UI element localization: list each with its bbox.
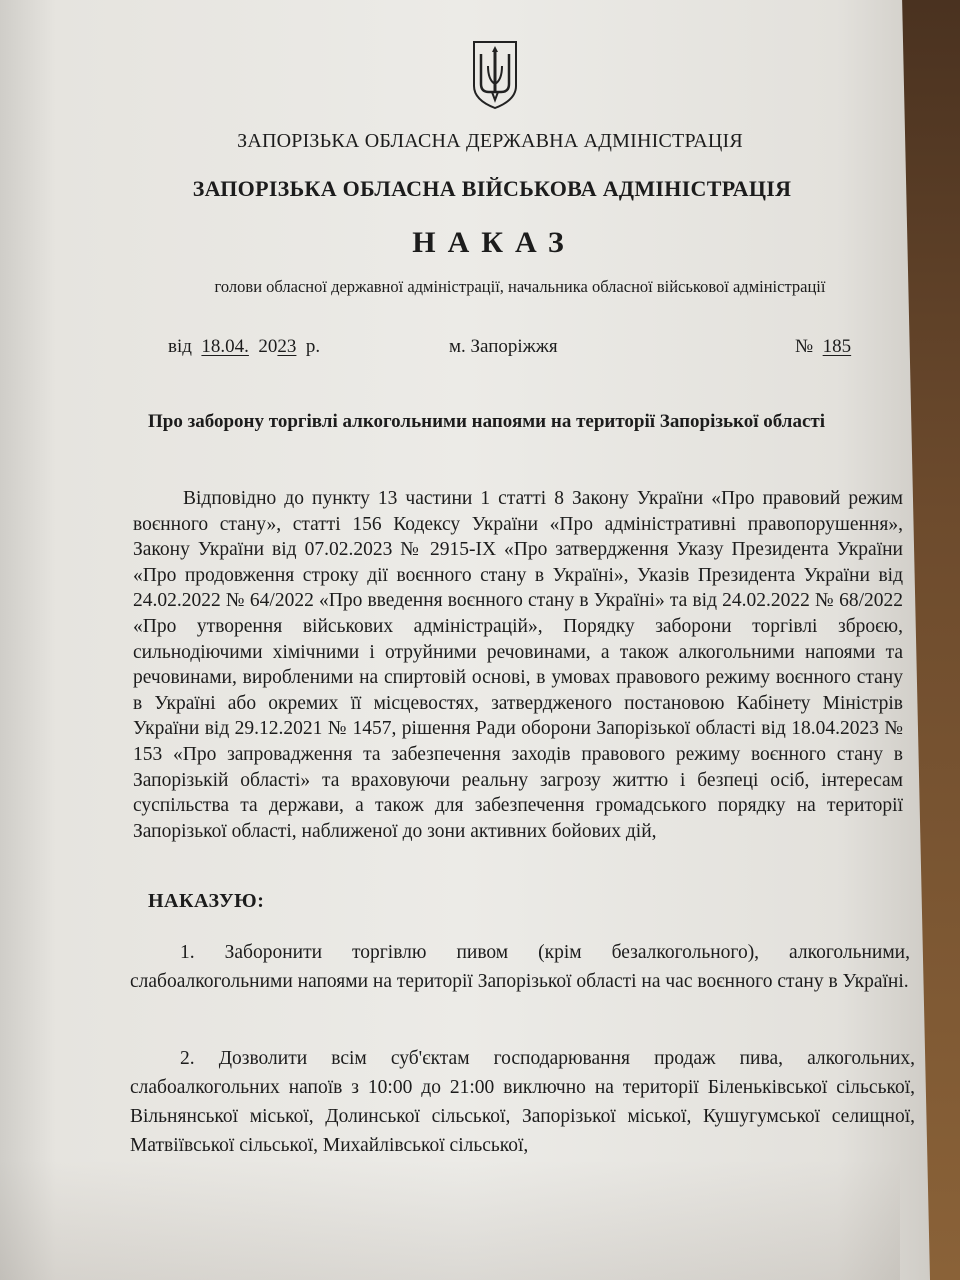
date-century: 20	[258, 336, 278, 357]
org-military-heading: ЗАПОРІЗЬКА ОБЛАСНА ВІЙСЬКОВА АДМІНІСТРАЦІЯ	[192, 176, 792, 201]
date-year: 23	[277, 336, 297, 357]
org-state-heading: ЗАПОРІЗЬКА ОБЛАСНА ДЕРЖАВНА АДМІНІСТРАЦІЯ	[237, 130, 743, 152]
number-value: 185	[822, 336, 852, 357]
order-item-2: 2. Дозволити всім суб'єктам господарювання продаж пива, алкогольних, слабоалкогольних напоїв з 10:00 до 21:00 виключно на території Біленьківської сільської, Вільнянської міської, Долинської сільської, Запорізької міської, Кушугумської селищної, Матвіївської сільської, Михайлівської сільської,	[130, 1048, 915, 1156]
order-item-1: 1. Заборонити торгівлю пивом (крім безалкогольного), алкогольними, слабоалкогольними напоями на території Запорізької області на час воєнного стану в Україні.	[130, 942, 910, 992]
issuer-line: голови обласної державної адміністрації, начальника обласної військової адміністрації	[214, 277, 826, 296]
date-prefix: від	[168, 336, 192, 357]
number-prefix: №	[795, 336, 814, 357]
order-number	[795, 336, 861, 358]
document-type-title: НАКАЗ	[412, 226, 576, 259]
order-word: НАКАЗУЮ:	[148, 890, 265, 912]
date-day-month: 18.04.	[201, 336, 249, 357]
preamble-paragraph: Відповідно до пункту 13 частини 1 статті 8 Закону України «Про правовий режим воєнного стану», статті 156 Кодексу України «Про адміністративні правопорушення», Закону України від 07.02.2023 № 2915-IX «Про затвердження Указу Президента України «Про продовження строку дії воєнного стану в Україні», Указів Президента України від 24.02.2022 № 64/2022 «Про введення воєнного стану в Україні» та від 24.02.2022 № 68/2022 «Про утворення військових адміністрацій», Порядку заборони торгівлі зброєю, сильнодіючими хімічними і отруйними речовинами, а також алкогольними напоями та речовинами, виробленими на спиртовій основі, в умовах правового режиму воєнного стану в Україні або окремих її місцевостях, затвердженого постановою Кабінету Міністрів України від 29.12.2021 № 1457, рішення Ради оборони Запорізької області від 18.04.2023 № 153 «Про запровадження та забезпечення заходів правового режиму воєнного стану в Запорізькій області» та враховуючи реальну загрозу життю і безпеці осіб, інтересам суспільства та держави, а також для забезпечення громадського порядку на території Запорізької області, наближеної до зони активних бойових дій,	[133, 488, 903, 842]
trident-coat-of-arms-icon	[470, 40, 520, 110]
order-subject: Про заборону торгівлі алкогольними напоями на території Запорізької області	[148, 411, 826, 432]
bottom-shadow	[0, 1160, 900, 1280]
date-suffix: р.	[305, 336, 321, 357]
city: м. Запоріжжя	[449, 336, 558, 357]
order-date	[168, 336, 320, 358]
